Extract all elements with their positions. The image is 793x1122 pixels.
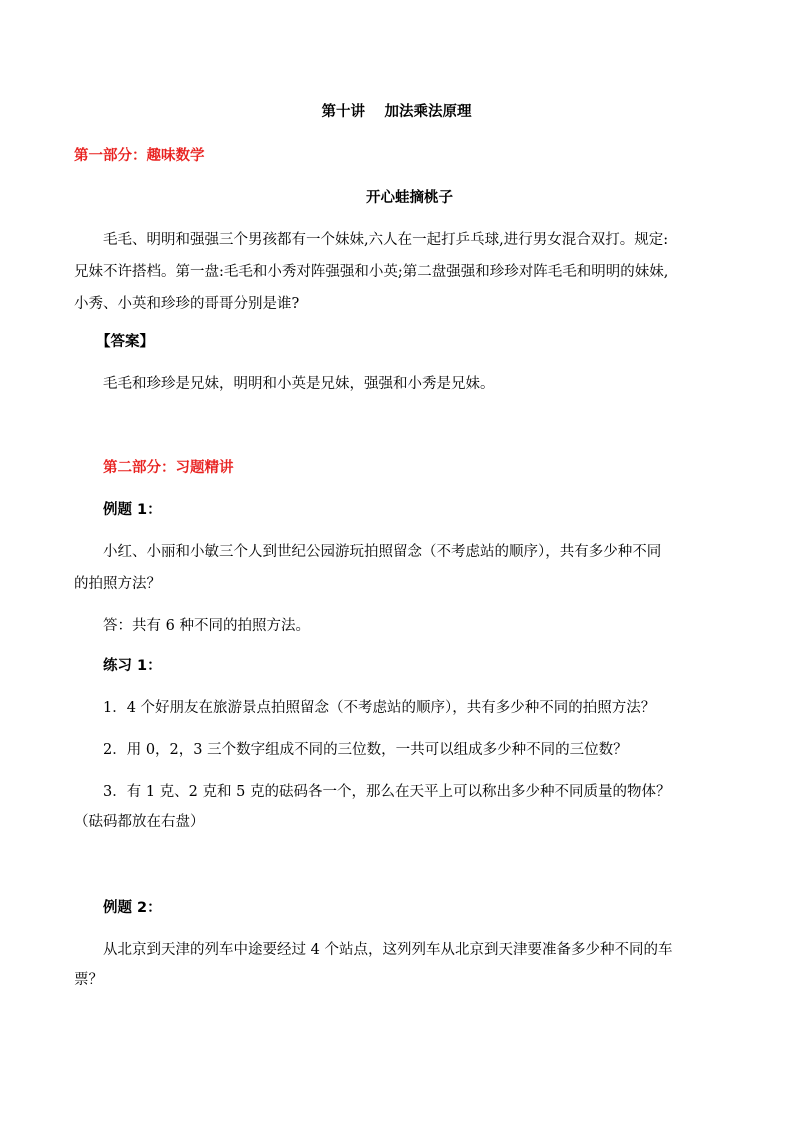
part2-heading: 第二部分：习题精讲	[103, 460, 234, 476]
example2-line: 票？	[74, 972, 103, 988]
story-line: 兄妹不许搭档。第一盘:毛毛和小秀对阵强强和小英;第二盘强强和珍珍对阵毛毛和明明的妹妹,	[74, 264, 669, 280]
answer-text: 毛毛和珍珍是兄妹，明明和小英是兄妹，强强和小秀是兄妹。	[103, 376, 495, 392]
answer-label: 【答案】	[96, 334, 154, 350]
practice-item: 1．4 个好朋友在旅游景点拍照留念（不考虑站的顺序），共有多少种不同的拍照方法？	[103, 700, 656, 716]
example2-line: 从北京到天津的列车中途要经过 4 个站点，这列列车从北京到天津要准备多少种不同的车	[103, 942, 673, 958]
practice1-label: 练习 1：	[103, 658, 162, 674]
example2-label: 例题 2：	[103, 900, 162, 916]
story-line: 小秀、小英和珍珍的哥哥分别是谁?	[74, 296, 300, 312]
example1-answer: 答：共有 6 种不同的拍照方法。	[103, 618, 310, 634]
example1-line: 的拍照方法？	[74, 576, 161, 592]
story-title: 开心蛙摘桃子	[366, 190, 453, 206]
practice-item: 2．用 0，2，3 三个数字组成不同的三位数，一共可以组成多少种不同的三位数？	[103, 742, 628, 758]
example1-label: 例题 1：	[103, 502, 162, 518]
example1-line: 小红、小丽和小敏三个人到世纪公园游玩拍照留念（不考虑站的顺序），共有多少种不同	[103, 544, 662, 560]
lecture-title: 第十讲 加法乘法原理	[321, 104, 472, 120]
practice-item: （砝码都放在右盘）	[74, 814, 205, 830]
practice-item: 3．有 1 克、2 克和 5 克的砝码各一个，那么在天平上可以称出多少种不同质量的物体？	[103, 784, 671, 800]
part1-heading: 第一部分：趣味数学	[74, 148, 205, 164]
story-line: 毛毛、明明和强强三个男孩都有一个妹妹,六人在一起打乒乓球,进行男女混合双打。规定:	[103, 232, 669, 248]
